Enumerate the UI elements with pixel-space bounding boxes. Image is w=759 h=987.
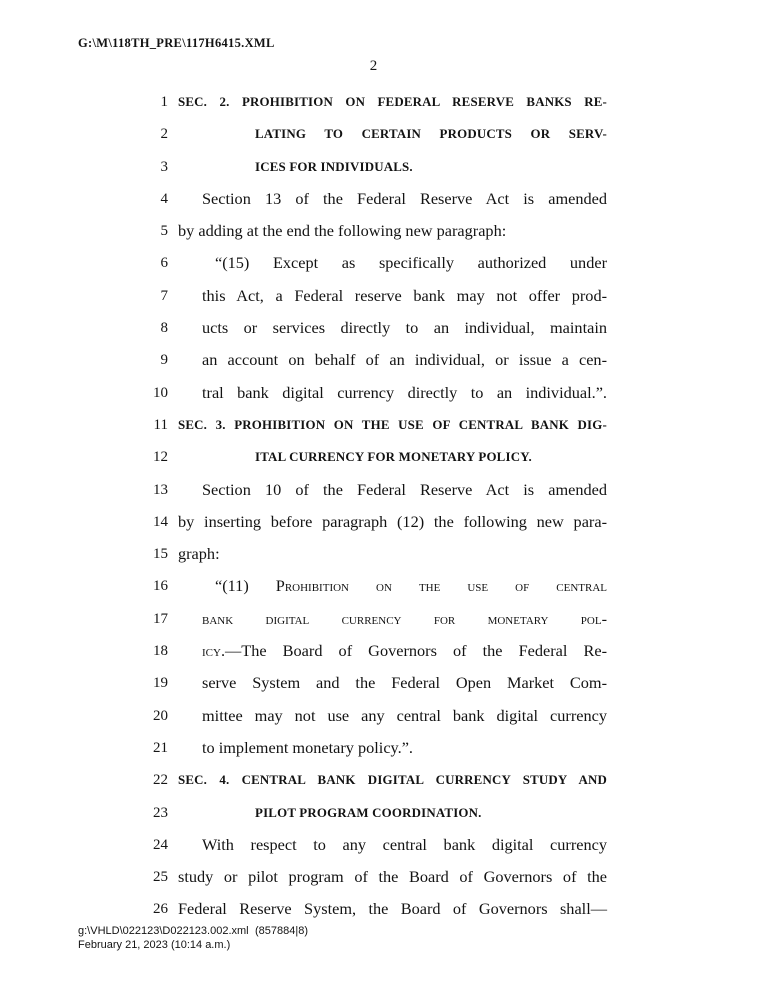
line-text [178,538,607,570]
line-number: 3 [160,158,168,175]
bill-line [0,409,759,441]
line-number: 4 [160,190,168,207]
line-number: 18 [153,643,168,660]
text-segment: this Act, a Federal reserve bank may not offer prod- [202,285,607,305]
bill-line [0,474,759,506]
text-segment: ICES FOR INDIVIDUALS. [255,159,413,174]
line-number: 24 [153,836,168,853]
bill-line [0,861,759,893]
bill-line [0,151,759,183]
line-number: 2 [160,126,168,143]
small-caps-text: bank digital currency for monetary pol- [202,608,607,628]
line-number: 20 [153,707,168,724]
line-text [178,635,607,667]
text-segment: LATING TO CERTAIN PRODUCTS OR SERV- [255,127,607,142]
bill-line [0,215,759,247]
line-text [178,506,607,538]
line-text [178,667,607,699]
bill-line [0,570,759,602]
bill-line [0,829,759,861]
line-number: 11 [153,416,168,433]
bill-line [0,635,759,667]
bill-line [0,893,759,925]
bill-line [0,700,759,732]
document-path-header: G:\M\118TH_PRE\117H6415.XML [78,36,275,50]
line-number: 6 [160,255,168,272]
line-text [178,280,607,312]
text-segment: to implement monetary policy.”. [202,737,413,757]
line-number: 23 [153,804,168,821]
small-caps-text: icy. [202,641,226,661]
page-number: 2 [369,58,378,74]
line-number: 8 [160,320,168,337]
bill-line [0,344,759,376]
line-text [178,441,607,473]
footer-row [78,925,309,939]
text-segment: “(11) [215,576,276,596]
bill-line [0,764,759,796]
text-segment: SEC. 2. PROHIBITION ON FEDERAL RESERVE BANKS RE- [178,95,607,109]
line-number: 10 [153,384,168,401]
line-number: 12 [153,449,168,466]
line-text [178,829,607,861]
bill-line [0,118,759,150]
text-segment: mittee may not use any central bank digital currency [202,705,607,725]
bill-line [0,667,759,699]
text-segment: SEC. 4. CENTRAL BANK DIGITAL CURRENCY STUDY AND [178,773,607,788]
text-segment: Federal Reserve System, the Board of Governors shall— [178,899,607,919]
text-segment: serve System and the Federal Open Market Com- [202,673,607,693]
bill-line [0,797,759,829]
line-text [178,377,607,409]
line-number: 25 [153,869,168,886]
line-number: 21 [153,739,168,756]
line-number: 15 [153,546,168,563]
bill-line [0,732,759,764]
line-number: 17 [153,610,168,627]
line-text [178,312,607,344]
line-number: 14 [153,513,168,530]
line-text [178,118,607,150]
line-number: 26 [153,901,168,918]
text-segment: by inserting before paragraph (12) the following new para- [178,511,607,531]
line-text [178,603,607,635]
text-segment: “(15) Except as specifically authorized under [215,253,607,273]
text-segment: Section 13 of the Federal Reserve Act is amended [202,188,607,208]
line-number: 22 [153,772,168,789]
line-text [178,570,607,602]
text-segment: ucts or services directly to an individual, maintain [202,318,607,338]
line-number: 13 [153,481,168,498]
bill-lines [0,86,759,926]
bill-line [0,506,759,538]
bill-line [0,247,759,279]
line-text [178,797,607,829]
text-segment: —The Board of Governors of the Federal Re- [225,641,607,661]
bill-line [0,280,759,312]
line-text [178,893,607,925]
small-caps-text: Prohibition on the use of central [275,576,607,596]
footer-file-path: g:\VHLD\022123\D022123.002.xml [78,925,249,937]
text-segment: study or pilot program of the Board of Governors of the [178,867,607,887]
text-segment: With respect to any central bank digital currency [202,834,607,854]
line-text [178,344,607,376]
footer-code: (857884|8) [255,925,309,937]
text-segment: SEC. 3. PROHIBITION ON THE USE OF CENTRAL BANK DIG- [178,417,607,432]
line-number: 1 [160,94,168,110]
bill-line [0,86,759,118]
line-number: 19 [153,675,168,692]
text-segment: PILOT PROGRAM COORDINATION. [255,805,482,820]
line-text [178,409,607,441]
line-text [178,151,607,183]
bill-line [0,603,759,635]
line-number: 16 [153,578,168,595]
line-text [178,86,607,118]
text-segment: graph: [178,544,220,564]
line-number: 9 [160,352,168,369]
bill-line [0,183,759,215]
line-number: 5 [160,223,168,240]
line-text [178,474,607,506]
line-text [178,215,607,247]
footer-date: February 21, 2023 (10:14 a.m.) [78,938,231,951]
text-segment: tral bank digital currency directly to an individual.”. [202,382,607,402]
line-text [178,247,607,279]
text-segment: by adding at the end the following new paragraph: [178,221,507,241]
text-segment: ITAL CURRENCY FOR MONETARY POLICY. [255,450,532,465]
line-text [178,861,607,893]
text-segment: an account on behalf of an individual, or issue a cen- [202,350,607,370]
bill-line [0,312,759,344]
line-text [178,700,607,732]
line-number: 7 [160,287,168,304]
document-footer [78,925,309,952]
bill-line [0,538,759,570]
bill-line [0,377,759,409]
bill-line [0,441,759,473]
text-segment: Section 10 of the Federal Reserve Act is amended [202,479,607,499]
line-text [178,183,607,215]
line-text [178,732,607,764]
line-text [178,764,607,796]
